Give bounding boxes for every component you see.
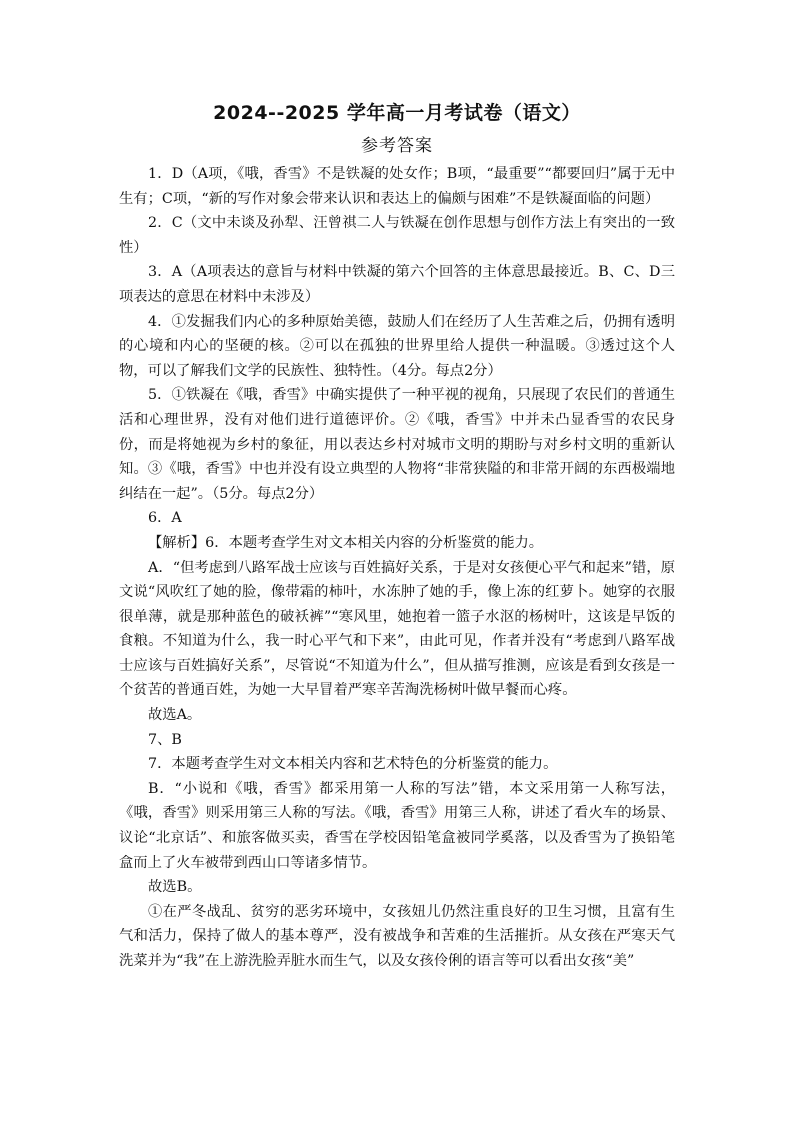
answer-paragraph-6: 6．A (148, 510, 182, 527)
answer-paragraph-8: ①在严冬战乱、贫穷的恶劣环境中，女孩妞儿仍然注重良好的卫生习惯，且富有生气和活力，保持了做人的基本尊严，没有被战争和苦难的生活摧折。从女孩在严寒天气洗菜并为“我”在上游洗脸弄脏水而生气，以及女孩伶俐的语言等可以看出女孩“美” (119, 903, 675, 969)
answer-paragraph-7: 7、B (148, 731, 182, 748)
analysis-heading-7: 7．本题考查学生对文本相关内容和艺术特色的分析鉴赏的能力。 (148, 756, 558, 773)
analysis-7-conclusion: 故选B。 (148, 879, 202, 896)
answer-body (119, 162, 675, 974)
answer-paragraph-4: 4．①发掘我们内心的多种原始美德，鼓励人们在经历了人生苦难之后，仍拥有透明的心境和内心的坚硬的核。②可以在孤独的世界里给人提供一种温暖。③透过这个人物，可以了解我们文学的民族性、独特性。（4分。每点2分） (119, 313, 675, 379)
analysis-6-option-a: A．“但考虑到八路军战士应该与百姓搞好关系，于是对女孩便心平气和起来”错，原文说“风吹红了她的脸，像带霜的柿叶，水冻肿了她的手，像上冻的红萝卜。她穿的衣服很单薄，就是那种蓝色的破袄裤”“寒风里，她抱着一篮子水沤的杨树叶，这该是早饭的食粮。不知道为什么，我一时心平气和下来”，由此可见，作者并没有“考虑到八路军战士应该与百姓搞好关系”，尽管说“不知道为什么”，但从描写推测，应该是看到女孩是一个贫苦的普通百姓，为她一大早冒着严寒辛苦淘洗杨树叶做早餐而心疼。 (119, 559, 675, 699)
answer-paragraph-3: 3．A（A项表达的意旨与材料中铁凝的第六个回答的主体意思最接近。B、C、D三项表达的意思在材料中未涉及） (119, 264, 675, 305)
answer-paragraph-2: 2．C（文中未谈及孙犁、汪曾祺二人与铁凝在创作思想与创作方法上有突出的一致性） (119, 215, 675, 256)
page-subtitle: 参考答案 (361, 136, 433, 156)
answer-paragraph-1: 1．D（A项，《哦，香雪》不是铁凝的处女作；B项，“最重要”“都要回归”属于无中生有；C项，“新的写作对象会带来认识和表达上的偏颇与困难”不是铁凝面临的问题） (119, 166, 675, 207)
analysis-6-conclusion: 故选A。 (148, 707, 202, 724)
analysis-heading-6: 【解析】6．本题考查学生对文本相关内容的分析鉴赏的能力。 (148, 534, 544, 551)
answer-paragraph-5: 5．①铁凝在《哦，香雪》中确实提供了一种平视的视角，只展现了农民们的普通生活和心理世界，没有对他们进行道德评价。②《哦，香雪》中并未凸显香雪的农民身份，而是将她视为乡村的象征，用以表达乡村对城市文明的期盼与对乡村文明的重新认知。③《哦，香雪》中也并没有设立典型的人物将“非常狭隘的和非常开阔的东西极端地纠结在一起”。（5分。每点2分） (119, 387, 675, 502)
page-title: 2024--2025 学年高一月考试卷（语文） (213, 102, 581, 124)
analysis-7-option-b: B．“小说和《哦，香雪》都采用第一人称的写法”错，本文采用第一人称写法，《哦，香雪》则采用第三人称的写法。《哦，香雪》用第三人称，讲述了看火车的场景、议论“北京话”、和旅客做买卖，香雪在学校因铅笔盒被同学奚落，以及香雪为了换铅笔盒而上了火车被带到西山口等诸多情节。 (119, 780, 675, 871)
